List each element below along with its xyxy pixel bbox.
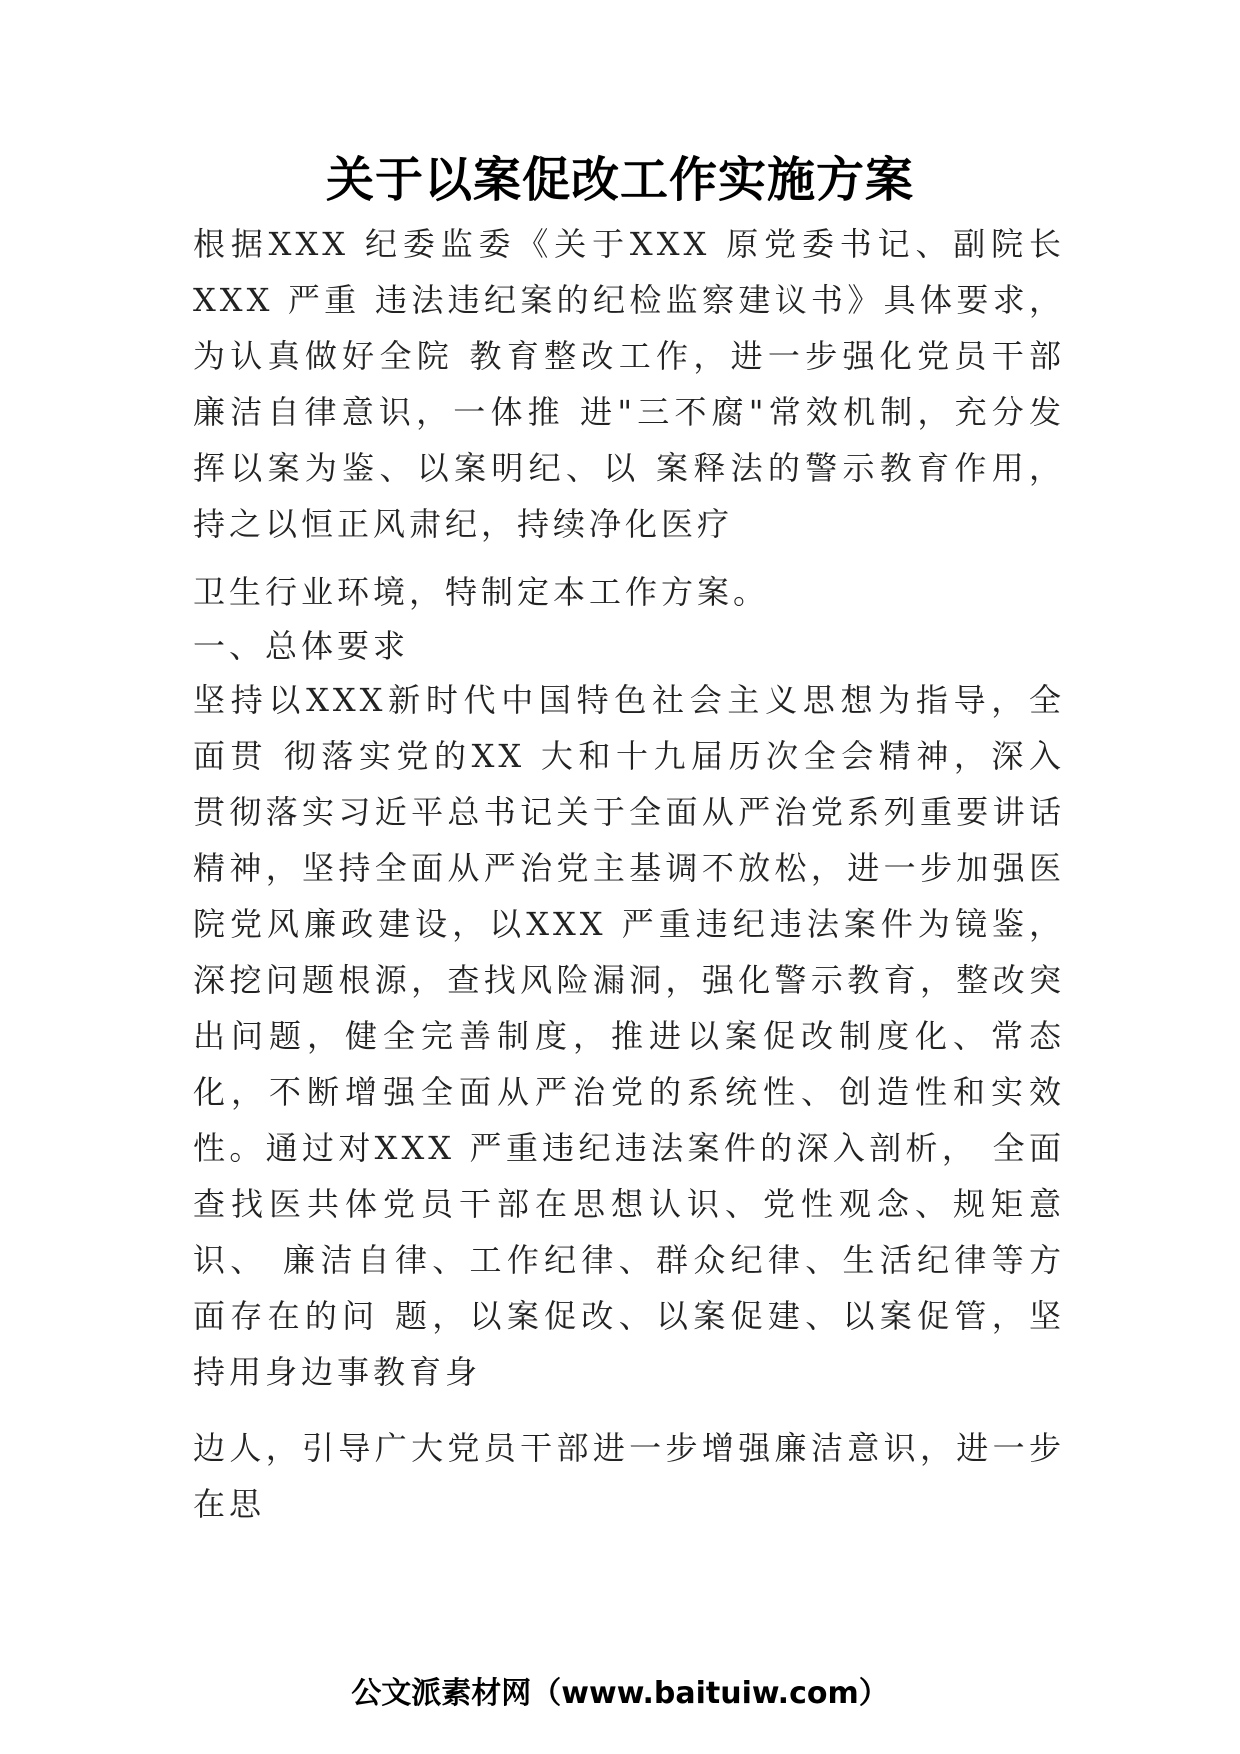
section-heading-general-requirements: 一、总体要求: [193, 627, 410, 665]
paragraph-intro-continued: 卫生行业环境，特制定本工作方案。: [193, 573, 770, 611]
paragraph-intro: 根据XXX 纪委监委《关于XXX 原党委书记、副院长 XXX 严重 违法违纪案的纪检监察建议书》具体要求，为认真做好全院 教育整改工作，进一步强化党员干部廉洁自律意识，一体推 进"三不腐"常效机制，充分发挥以案为鉴、以案明纪、以 案释法的警示教育作用，持之以恒正风肃纪，持续净化医疗: [193, 225, 1065, 543]
document-body: [193, 216, 1065, 1532]
footer-watermark: 公文派素材网（www.baituiw.com）: [351, 1676, 889, 1711]
paragraph-general-requirements: 坚持以XXX新时代中国特色社会主义思想为指导，全面贯 彻落实党的XX 大和十九届历次全会精神，深入贯彻落实习近平总书记关于全面从严治党系列重要讲话精神，坚持全面从严治党主基调不放松，进一步加强医院党风廉政建设，以XXX 严重违纪违法案件为镜鉴，深挖问题根源，查找风险漏洞，强化警示教育，整改突出问题，健全完善制度，推进以案促改制度化、常态化，不断增强全面从严治党的系统性、创造性和实效性。通过对XXX 严重违纪违法案件的深入剖析， 全面查找医共体党员干部在思想认识、党性观念、规矩意识、 廉洁自律、工作纪律、群众纪律、生活纪律等方面存在的问 题，以案促改、以案促建、以案促管，坚持用身边事教育身: [193, 681, 1065, 1391]
paragraph-general-requirements-continued: 边人，引导广大党员干部进一步增强廉洁意识，进一步在思: [193, 1429, 1065, 1523]
document-title: 关于以案促改工作实施方案: [325, 152, 914, 208]
